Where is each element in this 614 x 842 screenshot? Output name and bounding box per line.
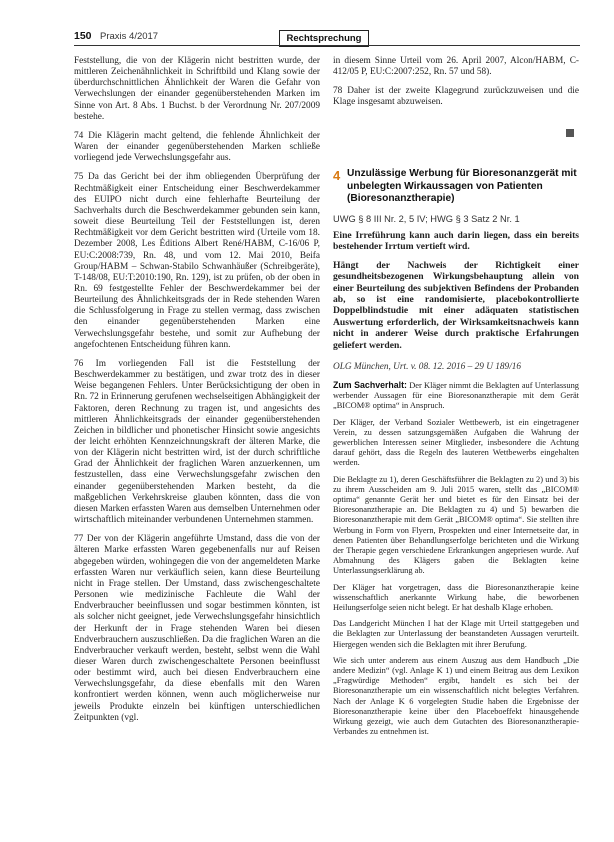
header-rule (74, 45, 580, 46)
page-header (0, 0, 614, 44)
paragraph: in diesem Sinne Urteil vom 26. April 2007, Alcon/HABM, C-412/05 P, EU:C:2007:252, Rn. 57 und 58). (333, 56, 579, 78)
paragraph: 75 Da das Gericht bei der ihm obliegenden Überprüfung der Rechtmäßigkeit einer Entscheidung einer Beschwerdekammer des EUIPO nicht durch eine fehlerhafte Beurteilung der Sachverhalts durch die Beschwerdekammer gebunden sein kann, soweit diese Beurteilung Teil der Feststellungen ist, deren Rechtmäßigkeit vor dem Gericht bestritten wird (Urteile vom 18. Dezember 2008, Les Éditions Albert René/HABM, C-16/06 P, EU:C:2008:739, Rn. 48, und vom 12. Mai 2010, Beifa Group/HABM – Schwan-Stabilo Schwanhäußer (Schreibgeräte), T-148/08, EU:T:2010:190, Rn. 129), ist zu prüfen, ob der oben in Rn. 69 festgestellte Fehler der Beschwerdekammer bei der Beurteilung des Ähnlichkeitsgrads der in Rede stehenden Waren die Schlussfolgerung in Frage zu stellen vermag, dass zwischen den einander gegenüberstehenden Marken eine Verwechslungsgefahr bestehe, und somit zur Aufhebung der angefochtenen Entscheidung führen kann. (74, 172, 320, 350)
journal-issue: Praxis 4/2017 (100, 31, 159, 42)
facts-intro (333, 380, 579, 412)
paragraph: Die Beklagte zu 1), deren Geschäftsführer die Beklagten zu 2) und 3) bis zu ihrem Ausscheiden am 9. Juli 2015 waren, stellt das „BICOM® optima“ genannte Gerät her und bietet es für den Einsatz bei der Bioresonanztherapie an. Die Beklagten zu 4) und 5) bewarben die Bioresonanztherapie mit dem Gerät „BICOM® optima“. Sie stellten ihre Werbung in Form von Flyern, Prospekten und einer Internetseite dar, in denen Patienten über Behandlungserfolge berichteten und die Wirkung der Therapie gegen verschiedene Erkrankungen angepriesen wurde. Auf Abmahnung des Klägers gaben die Beklagten keine Unterlassungserklärung ab. (333, 474, 579, 576)
headnotes (333, 230, 579, 358)
legal-norms: UWG § 8 III Nr. 2, 5 IV; HWG § 3 Satz 2 Nr. 1 (333, 214, 520, 224)
paragraph: Das Landgericht München I hat der Klage mit Urteil stattgegeben und die Beklagten zur Unterlassung der beanstandeten Aussagen verurteilt. Hiergegen wenden sich die Beklagten mit ihrer Berufung. (333, 619, 579, 649)
paragraph: Wie sich unter anderem aus einem Auszug aus dem Handbuch „Die andere Medizin“ (vgl. Anlage K 1) und einem Beitrag aus dem Lexikon „Fragwürdige Methoden“ ergibt, handelt es sich bei der Bioresonanztherapie um ein wissenschaftlich nicht belegtes Verfahren. Nach der Anlage K 6 vorgelegten Studie haben die Ergebnisse der Bioresonanztherapie keine über den Placeboeffekt hinausgehende Wirkung gezeigt, wie auch dem Gutachten des Bioresonanztherapie-Verbandes zu entnehmen ist. (333, 655, 579, 737)
facts-section (333, 380, 579, 744)
headnote: Eine Irreführung kann auch darin liegen, dass ein bereits bestehender Irrtum vertieft wird. (333, 230, 579, 253)
paragraph: Feststellung, die von der Klägerin nicht bestritten wurde, der mittleren Zeichenähnlichkeit in Schriftbild und Klang sowie der überdurchschnittlichen Ähnlichkeit der Waren die Gefahr von Verwechslungen der einander gegenüberstehenden Marken im Sinne von Art. 8 Abs. 1 Buchst. b der Verordnung Nr. 207/2009 bestehe. (74, 56, 320, 122)
section-label: Rechtsprechung (279, 30, 369, 47)
left-column (74, 56, 320, 732)
paragraph: 74 Die Klägerin macht geltend, die fehlende Ähnlichkeit der Waren der einander gegenüberstehenden Marken schließe vorliegend jede Verwechslungsgefahr aus. (74, 130, 320, 164)
article-number: 4 (333, 168, 341, 183)
paragraph: Der Kläger, der Verband Sozialer Wettbewerb, ist ein eingetragener Verein, zu dessen satzungsgemäßen Aufgaben die Wahrung der gewerblichen Interessen seiner Mitglieder, insbesondere die Achtung darauf gehört, dass die Regeln des lauteren Wettbewerbs eingehalten werden. (333, 417, 579, 468)
article-end-marker (566, 129, 574, 137)
paragraph: 76 Im vorliegenden Fall ist die Feststellung der Beschwerdekammer zu bestätigen, und zwar trotz des in dieser Weise begangenen Fehlers. Unter Berücksichtigung der oben in Rn. 72 in Erinnerung gerufenen wechselseitigen Abhängigkeit der Faktoren, deren Rechnung zu tragen ist, und angesichts des mittleren Ähnlichkeitsgrads der einander gegenüberstehenden Zeichen in bildlicher und phonetischer Hinsicht sowie angesichts der leicht erhöhten Kennzeichnungskraft der älteren Marke, die von der Klägerin nicht bestritten wird, ist der durch schriftliche Grad der Ähnlichkeit der fraglichen Waren anzuerkennen, um festzustellen, dass eine Verwechslungsgefahr zwischen den einander gegenüberstehenden Marken besteht, da die maßgeblichen Verkehrskreise glauben könnten, dass die von diesen Marken erfassten Waren aus demselben Unternehmen oder wirtschaftlich miteinander verbundenen Unternehmen stammen. (74, 358, 320, 526)
article-title: Unzulässige Werbung für Bioresonanzgerät mit unbelegten Wirkaussagen von Patienten (Bioresonanztherapie) (347, 168, 577, 204)
paragraph: 77 Der von der Klägerin angeführte Umstand, dass die von der älteren Marke erfassten Waren gegebenenfalls nur auf Reisen abgegeben würden, wohingegen die von der angemeldeten Marke erfassten Waren nur verkäuflich seien, kann diese Beurteilung nicht in Frage stellen. Der Umstand, dass zwischengeschaltete Personen wie medizinische Fachleute die Wahl der Endverbraucher beeinflussen und sogar bestimmen könnten, ist als solcher nicht geeignet, jede Verwechslungsgefahr hinsichtlich der Herkunft der in Frage stehenden Waren bei diesen Endverbrauchern auszuschließen. Da die fraglichen Waren an die Endverbraucher verkauft werden, besteht, selbst wenn die Wahl dieser Waren durch zwischengeschaltete Personen beeinflusst oder bestimmt wird, auch bei diesen Endverbrauchern eine Verwechslungsgefahr, da diese ebenfalls mit den Waren konfrontiert werden können, wenn auch möglicherweise nur jeweils Produkte einzeln bei künftigen unterschiedlichen Zeitpunkten (vgl. (74, 534, 320, 723)
facts-text: Der Kläger nimmt die Beklagten auf Unterlassung werbender Aussagen für eine Bioresonanztherapie mit dem Gerät „BICOM® optima“ in Anspruch. (333, 381, 579, 411)
article-heading (333, 168, 579, 206)
paragraph: Der Kläger hat vorgetragen, dass die Bioresonanztherapie keine wissenschaftlich anerkannte Wirkung habe, die beworbenen Heilungserfolge seien nicht belegt. Er hat deshalb Klage erhoben. (333, 582, 579, 613)
court-citation: OLG München, Urt. v. 08. 12. 2016 – 29 U 189/16 (333, 362, 522, 372)
facts-heading: Zum Sachverhalt: (333, 380, 407, 390)
paragraph: 78 Daher ist der zweite Klagegrund zurückzuweisen und die Klage insgesamt abzuweisen. (333, 86, 579, 108)
headnote: Hängt der Nachweis der Richtigkeit einer gesundheitsbezogenen Wirkungsbehauptung allein von einer Beurteilung des subjektiven Befindens der Probanden ab, so ist eine randomisierte, placebokontrollierte Doppelblindstudie mit einer adäquaten statistischen Auswertung erforderlich, der Wirksamkeitsnachweis kann nicht in anderer Weise durch praktische Erfahrungen geliefert werden. (333, 259, 579, 351)
right-column-top (333, 56, 579, 117)
page-number: 150 (74, 30, 92, 42)
